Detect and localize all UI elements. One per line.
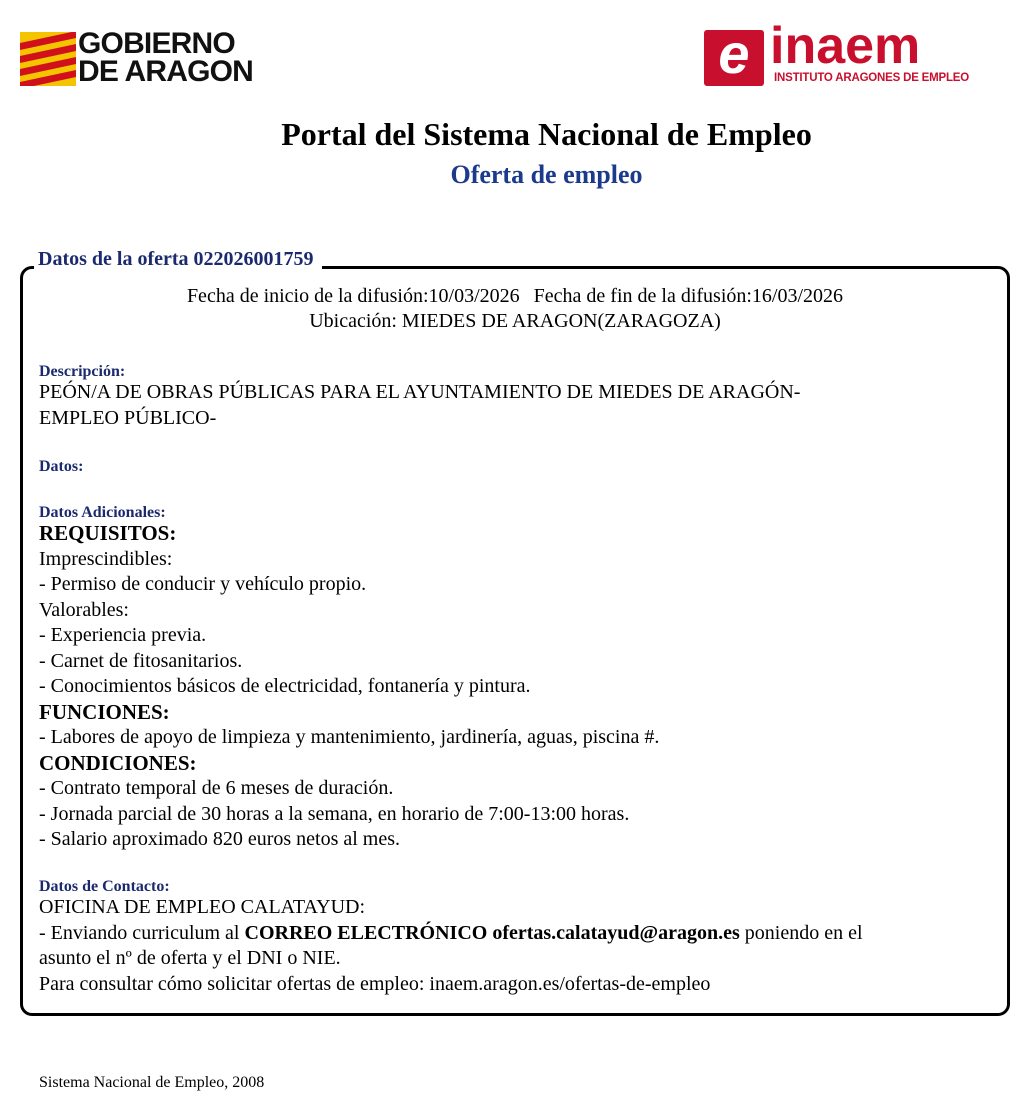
contact-label: Datos de Contacto: (39, 878, 170, 895)
offer-dates (20, 284, 1010, 334)
gobierno-logo-text (78, 27, 254, 88)
inaem-mark-letter: e (718, 22, 750, 85)
contact-prefix: - Enviando curriculum al (39, 921, 245, 944)
gobierno-logo-line1: GOBIERNO (78, 27, 235, 60)
inaem-logo-subtitle: INSTITUTO ARAGONES DE EMPLEO (774, 72, 970, 84)
contact-email: CORREO ELECTRÓNICO ofertas.calatayud@aragon.es (244, 921, 740, 944)
page-subtitle: Oferta de empleo (450, 160, 643, 189)
additional-data-label: Datos Adicionales: (39, 504, 166, 521)
offer-legend: Datos de la oferta 022026001759 (34, 245, 322, 273)
valorable-item: - Experiencia previa. (39, 624, 207, 646)
gobierno-de-aragon-logo (20, 27, 275, 90)
description-line: PEÓN/A DE OBRAS PÚBLICAS PARA EL AYUNTAMIENTO DE MIEDES DE ARAGÓN- (39, 381, 801, 403)
inaem-e-icon (704, 22, 764, 86)
gobierno-logo-line2: DE ARAGON (78, 55, 254, 88)
condiciones-heading: CONDICIONES: (39, 750, 197, 775)
inaem-logo-word: inaem (770, 17, 921, 75)
contact-office: OFICINA DE EMPLEO CALATAYUD: (39, 896, 366, 918)
valorables-label: Valorables: (39, 598, 129, 621)
datos-label: Datos: (39, 458, 84, 475)
start-date: Fecha de inicio de la difusión:10/03/2026 (186, 285, 520, 307)
condicion-item: - Contrato temporal de 6 meses de duración. (39, 777, 394, 799)
valorable-item: - Conocimientos básicos de electricidad, fontanería y pintura. (39, 675, 531, 697)
requisitos-heading: REQUISITOS: (39, 521, 177, 545)
imprescindibles-label: Imprescindibles: (39, 547, 173, 570)
description-text (39, 380, 999, 431)
aragon-flag-icon (20, 32, 76, 86)
location: Ubicación: MIEDES DE ARAGON(ZARAGOZA) (309, 310, 721, 332)
additional-data-text (39, 521, 999, 853)
description-line: EMPLEO PÚBLICO- (39, 406, 217, 429)
end-date: Fecha de fin de la difusión:16/03/2026 (533, 285, 844, 307)
contact-text (39, 895, 999, 997)
contact-suffix: poniendo en el (739, 921, 863, 944)
contact-line2: asunto el nº de oferta y el DNI o NIE. (39, 947, 341, 969)
description-label: Descripción: (39, 363, 126, 380)
funciones-heading: FUNCIONES: (39, 699, 170, 724)
footer-text: Sistema Nacional de Empleo, 2008 (39, 1074, 265, 1091)
page-title: Portal del Sistema Nacional de Empleo (281, 116, 812, 152)
contact-instructions (39, 921, 999, 947)
contact-line3: Para consultar cómo solicitar ofertas de empleo: inaem.aragon.es/ofertas-de-empleo (39, 972, 711, 995)
inaem-logo (704, 17, 984, 90)
funcion-item: - Labores de apoyo de limpieza y mantenimiento, jardinería, aguas, piscina #. (39, 726, 660, 748)
valorable-item: - Carnet de fitosanitarios. (39, 649, 243, 672)
condicion-item: - Salario aproximado 820 euros netos al mes. (39, 828, 401, 850)
condicion-item: - Jornada parcial de 30 horas a la semana, en horario de 7:00-13:00 horas. (39, 802, 630, 825)
requirement-item: - Permiso de conducir y vehículo propio. (39, 573, 367, 595)
